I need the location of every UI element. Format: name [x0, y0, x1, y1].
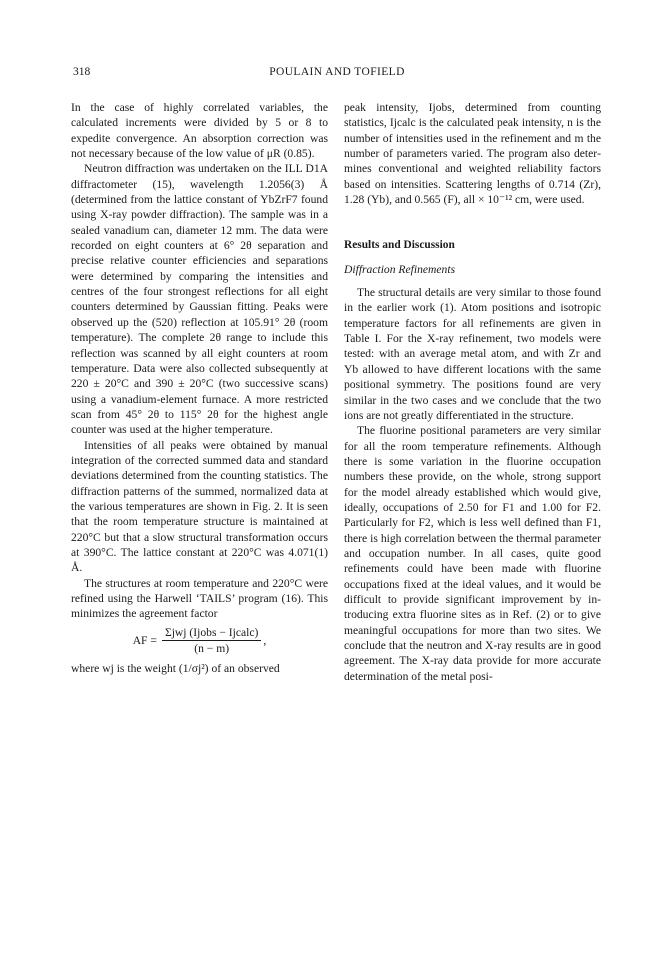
paragraph: Intensities of all peaks were obtained by manual integration of the corrected summed data and standard deviations determined from the counting statistics. The diffraction patterns of the summed, normalized data at the various temperatures are shown in Fig. 2. It is seen that the room temperature structure is maintained at 220°C but that a slow structural transformation occurs at 390°C. The lattice constant at 220°C was 4.071(1) Å. [71, 438, 328, 575]
equation-denominator: (n − m) [194, 641, 230, 655]
section-heading: Results and Discussion [344, 239, 455, 252]
equation-fraction [162, 626, 261, 655]
running-head: POULAIN AND TOFIELD [269, 66, 405, 78]
paragraph: The structural details are very similar to those found in the earlier work (1). Atom positions and isotropic temperature factors for all refinements are given in Table I. For the X-ray refinement, two models were tested: with an average metal atom, and with Zr and Yb allowed to have different locations with the same positional symmetry. The positions found are very similar in the two cases and we conclude that the two ions are not greatly differentiated in the structure. [344, 286, 601, 422]
equation-af [71, 626, 328, 655]
right-column [344, 100, 601, 684]
subsection-heading: Diffraction Refinements [344, 262, 456, 276]
page-header [73, 66, 601, 82]
paragraph: where wj is the weight (1/σj²) of an observed [71, 661, 280, 675]
paragraph: The structures at room temperature and 220°C were refined using the Harwell ‘TAILS’ program (16). This minimizes the agreement factor [71, 576, 328, 621]
page-number: 318 [73, 66, 91, 78]
paragraph: The fluorine positional parameters are very similar for all the room temperature refinements. Although there is some variation in the fluorine occupation numbers these provide, on the whole, strong support for the model already established which would give, ideally, occupations of 2.50 for F1 and 1.00 for F2. Particularly for F2, which is less well defined than F1, there is high correlation between the thermal parameter and occupation number. In all cases, quite good refinements could have been made with fluorine occupations fixed at the ideal values, and it would be difficult to provide significant improvement by introducing extra fluorine sites as in Ref. (2) or to give meaningful occupations for more than two sites. We conclude that the neutron and X-ray results are in good agreement. The X-ray data provide for more accurate determination of the metal posi- [344, 424, 601, 683]
paragraph: peak intensity, Ijobs, determined from counting statistics, Ijcalc is the calculated peak intensity, n is the number of intensities used in the refinement and m the number of parameters varied. The program also determines conventional and weighted reliability factors based on intensities. Scattering lengths of 0.714 (Zr), 1.28 (Yb), and 0.565 (F), all × 10⁻¹² cm, were used. [344, 101, 601, 207]
equation-tail: , [263, 633, 267, 647]
equation-numerator: Σjwj (Ijobs − Ijcalc) [162, 626, 261, 641]
paragraph: In the case of highly correlated variables, the calculated increments were divided by 5 or 8 to expedite convergence. An absorption correction was not necessary because of the low value of μR (0.85). [71, 101, 328, 161]
left-column [71, 100, 328, 676]
paragraph: Neutron diffraction was undertaken on the ILL D1A diffractometer (15), wavelength 1.2056(3) Å (determined from the lattice constant of YbZrF7 found using X-ray powder diffraction). The sample was in a sealed vanadium can, diameter 12 mm. The data were recorded on eight counters at 6° 2θ separation and precise relative counter efficiencies and separations were determined by comparing the intensities and centres of the four strongest reflections for all eight counters determined by Gaussian fitting. Peaks were observed up the (520) reflection at 105.91° 2θ (room temperature). The complete 2θ range to include this reflection was scanned by all eight counters at room temperature. Data were also collected subsequently at 220 ± 20°C and 390 ± 20°C (two successive scans) using a vanadium-element furnace. A more restricted scan from 45° 2θ to 115° 2θ for the highest angle counter was used at the higher temperature. [71, 162, 328, 437]
equation-lhs: AF = [132, 633, 157, 647]
